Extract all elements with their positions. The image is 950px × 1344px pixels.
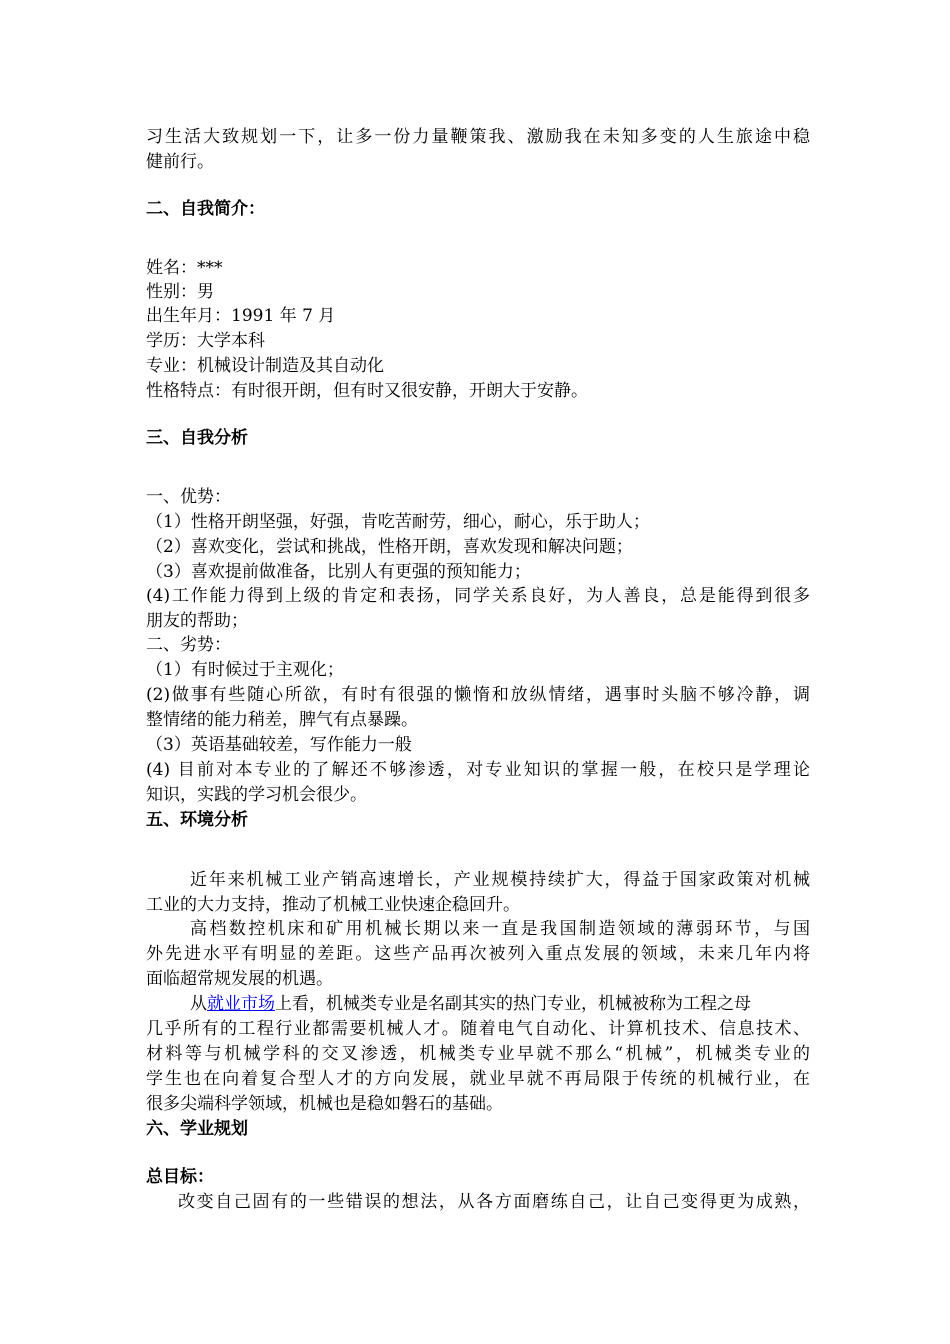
profile-personality: 性格特点：有时很开朗，但有时又很安静，开朗大于安静。	[146, 381, 588, 401]
section-heading-environment: 五、环境分析	[146, 810, 248, 830]
profile-name: 姓名：***	[146, 258, 223, 278]
paragraph-line: 外先进水平有明显的差距。这些产品再次被列入重点发展的领域，未来几年内将	[146, 944, 810, 964]
weakness-item: (2)做事有些随心所欲，有时有很强的懒惰和放纵情绪，遇事时头脑不够冷静，调	[146, 685, 810, 705]
paragraph-text: 上看，机械类专业是名副其实的热门专业，机械被称为工程之母	[275, 994, 751, 1014]
profile-gender: 性别：男	[146, 282, 214, 302]
paragraph-line: 面临超常规发展的机遇。	[146, 969, 333, 989]
paragraph-line: 材料等与机械学科的交叉渗透，机械类专业早就不那么“机械”，机械类专业的	[146, 1044, 810, 1064]
strength-item: （2）喜欢变化，尝试和挑战，性格开朗，喜欢发现和解决问题；	[146, 537, 633, 557]
paragraph-line	[190, 992, 810, 1016]
paragraph-line: 几乎所有的工程行业都需要机械人才。随着电气自动化、计算机技术、信息技术、	[146, 1019, 810, 1039]
intro-line: 习生活大致规划一下，让多一份力量鞭策我、激励我在未知多变的人生旅途中稳	[146, 127, 810, 147]
intro-line: 健前行。	[146, 152, 214, 172]
strength-item: 朋友的帮助；	[146, 611, 248, 631]
profile-education: 学历：大学本科	[146, 331, 265, 351]
weakness-item: （3）英语基础较差，写作能力一般	[146, 735, 412, 755]
weakness-item: 知识，实践的学习机会很少。	[146, 785, 367, 805]
paragraph-line: 学生也在向着复合型人才的方向发展，就业早就不再局限于传统的机械行业，在	[146, 1069, 810, 1089]
paragraph-line: 很多尖端科学领域，机械也是稳如磐石的基础。	[146, 1094, 503, 1114]
strength-item: （1）性格开朗坚强，好强，肯吃苦耐劳，细心，耐心，乐于助人；	[146, 512, 650, 532]
weakness-item: (4) 目前对本专业的了解还不够渗透，对专业知识的掌握一般，在校只是学理论	[146, 760, 810, 780]
weaknesses-heading: 二、劣势：	[146, 635, 231, 655]
section-heading-self-analysis: 三、自我分析	[146, 428, 248, 448]
strength-item: (4)工作能力得到上级的肯定和表扬，同学关系良好，为人善良，总是能得到很多	[146, 586, 810, 606]
profile-major: 专业：机械设计制造及其自动化	[146, 356, 384, 376]
paragraph-line: 高档数控机床和矿用机械长期以来一直是我国制造领域的薄弱环节，与国	[190, 919, 810, 939]
paragraph-line: 工业的大力支持，推动了机械工业快速企稳回升。	[146, 895, 520, 915]
strength-item: （3）喜欢提前做准备，比别人有更强的预知能力；	[146, 562, 531, 582]
weakness-item: （1）有时候过于主观化；	[146, 660, 344, 680]
strengths-heading: 一、优势：	[146, 487, 231, 507]
paragraph-line: 改变自己固有的一些错误的想法，从各方面磨练自己，让自己变得更为成熟，	[178, 1192, 810, 1212]
paragraph-line: 近年来机械工业产销高速增长，产业规模持续扩大，得益于国家政策对机械	[190, 870, 810, 890]
profile-birth: 出生年月：1991 年 7 月	[146, 306, 336, 326]
section-heading-self-intro: 二、自我简介：	[146, 199, 265, 219]
job-market-link[interactable]: 就业市场	[207, 994, 275, 1014]
goal-heading: 总目标：	[146, 1167, 214, 1187]
paragraph-text: 从	[190, 994, 207, 1014]
section-heading-study-plan: 六、学业规划	[146, 1119, 248, 1139]
weakness-item: 整情绪的能力稍差，脾气有点暴躁。	[146, 710, 418, 730]
